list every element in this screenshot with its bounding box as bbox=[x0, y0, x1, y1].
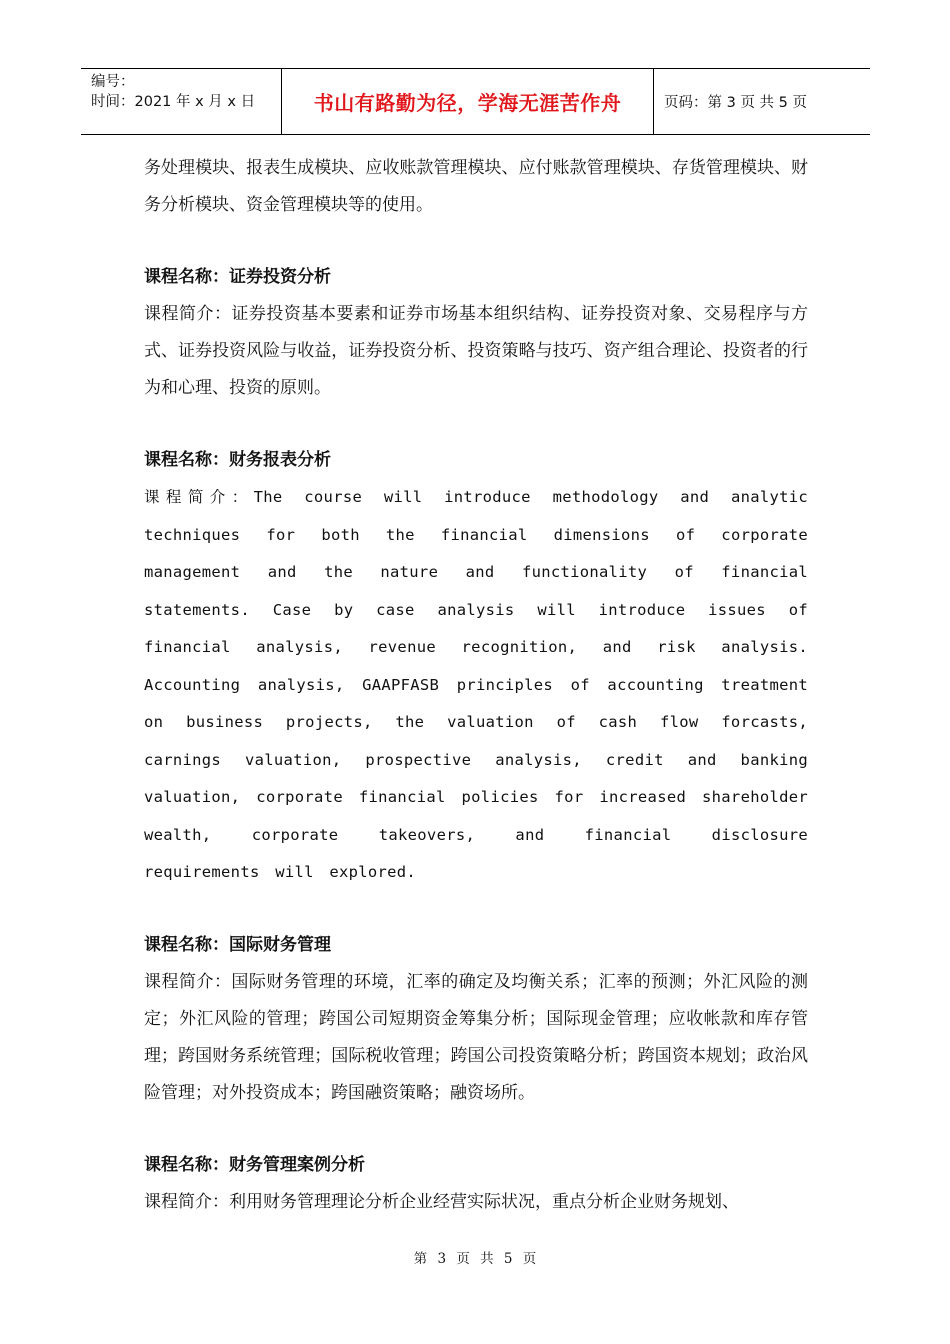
course-title: 课程名称：财务报表分析 bbox=[144, 450, 331, 470]
header-table bbox=[81, 68, 870, 135]
header-motto: 书山有路勤为径，学海无涯苦作舟 bbox=[281, 69, 654, 134]
course-description: 课程简介：The course will introduce methodology and analytic techniques for both the financial dimensions of corporate management and the nature and functionality of financial statements. Case by case analysis will introduce issues of financial analysis, revenue recognition, and risk analysis. Accounting analysis, GAAPFASB principles of accounting treatment on business projects, the valuation of cash flow forcasts, carnings valuation, prospective analysis, credit and banking valuation, corporate financial policies for increased shareholder wealth, corporate takeovers, and financial disclosure requirements will explored. bbox=[144, 488, 808, 881]
course-title: 课程名称：证券投资分析 bbox=[144, 267, 331, 287]
course-description: 课程简介：证券投资基本要素和证券市场基本组织结构、证券投资对象、交易程序与方式、证券投资风险与收益，证券投资分析、投资策略与技巧、资产组合理论、投资者的行为和心理、投资的原则。 bbox=[144, 304, 808, 398]
document-body bbox=[144, 150, 808, 1221]
header-page-info: 页码：第 3 页 共 5 页 bbox=[664, 95, 807, 111]
intro-paragraph: 务处理模块、报表生成模块、应收账款管理模块、应付账款管理模块、存货管理模块、财务分析模块、资金管理模块等的使用。 bbox=[144, 158, 808, 215]
header-meta bbox=[81, 69, 281, 134]
course-title: 课程名称：财务管理案例分析 bbox=[144, 1154, 365, 1175]
serial-label: 编号： bbox=[91, 74, 135, 90]
date-label: 时间：2021 年 x 月 x 日 bbox=[91, 94, 256, 110]
page-footer: 第 3 页 共 5 页 bbox=[413, 1251, 537, 1267]
course-description: 课程简介：利用财务管理理论分析企业经营实际状况，重点分析企业财务规划、 bbox=[144, 1191, 739, 1212]
course-title: 课程名称：国际财务管理 bbox=[144, 934, 331, 955]
course-description: 课程简介：国际财务管理的环境，汇率的确定及均衡关系；汇率的预测；外汇风险的测定；外汇风险的管理；跨国公司短期资金筹集分析；国际现金管理；应收帐款和库存管理；跨国财务系统管理；国际税收管理；跨国公司投资策略分析；跨国资本规划；政治风险管理；对外投资成本；跨国融资策略；融资场所。 bbox=[144, 971, 808, 1103]
